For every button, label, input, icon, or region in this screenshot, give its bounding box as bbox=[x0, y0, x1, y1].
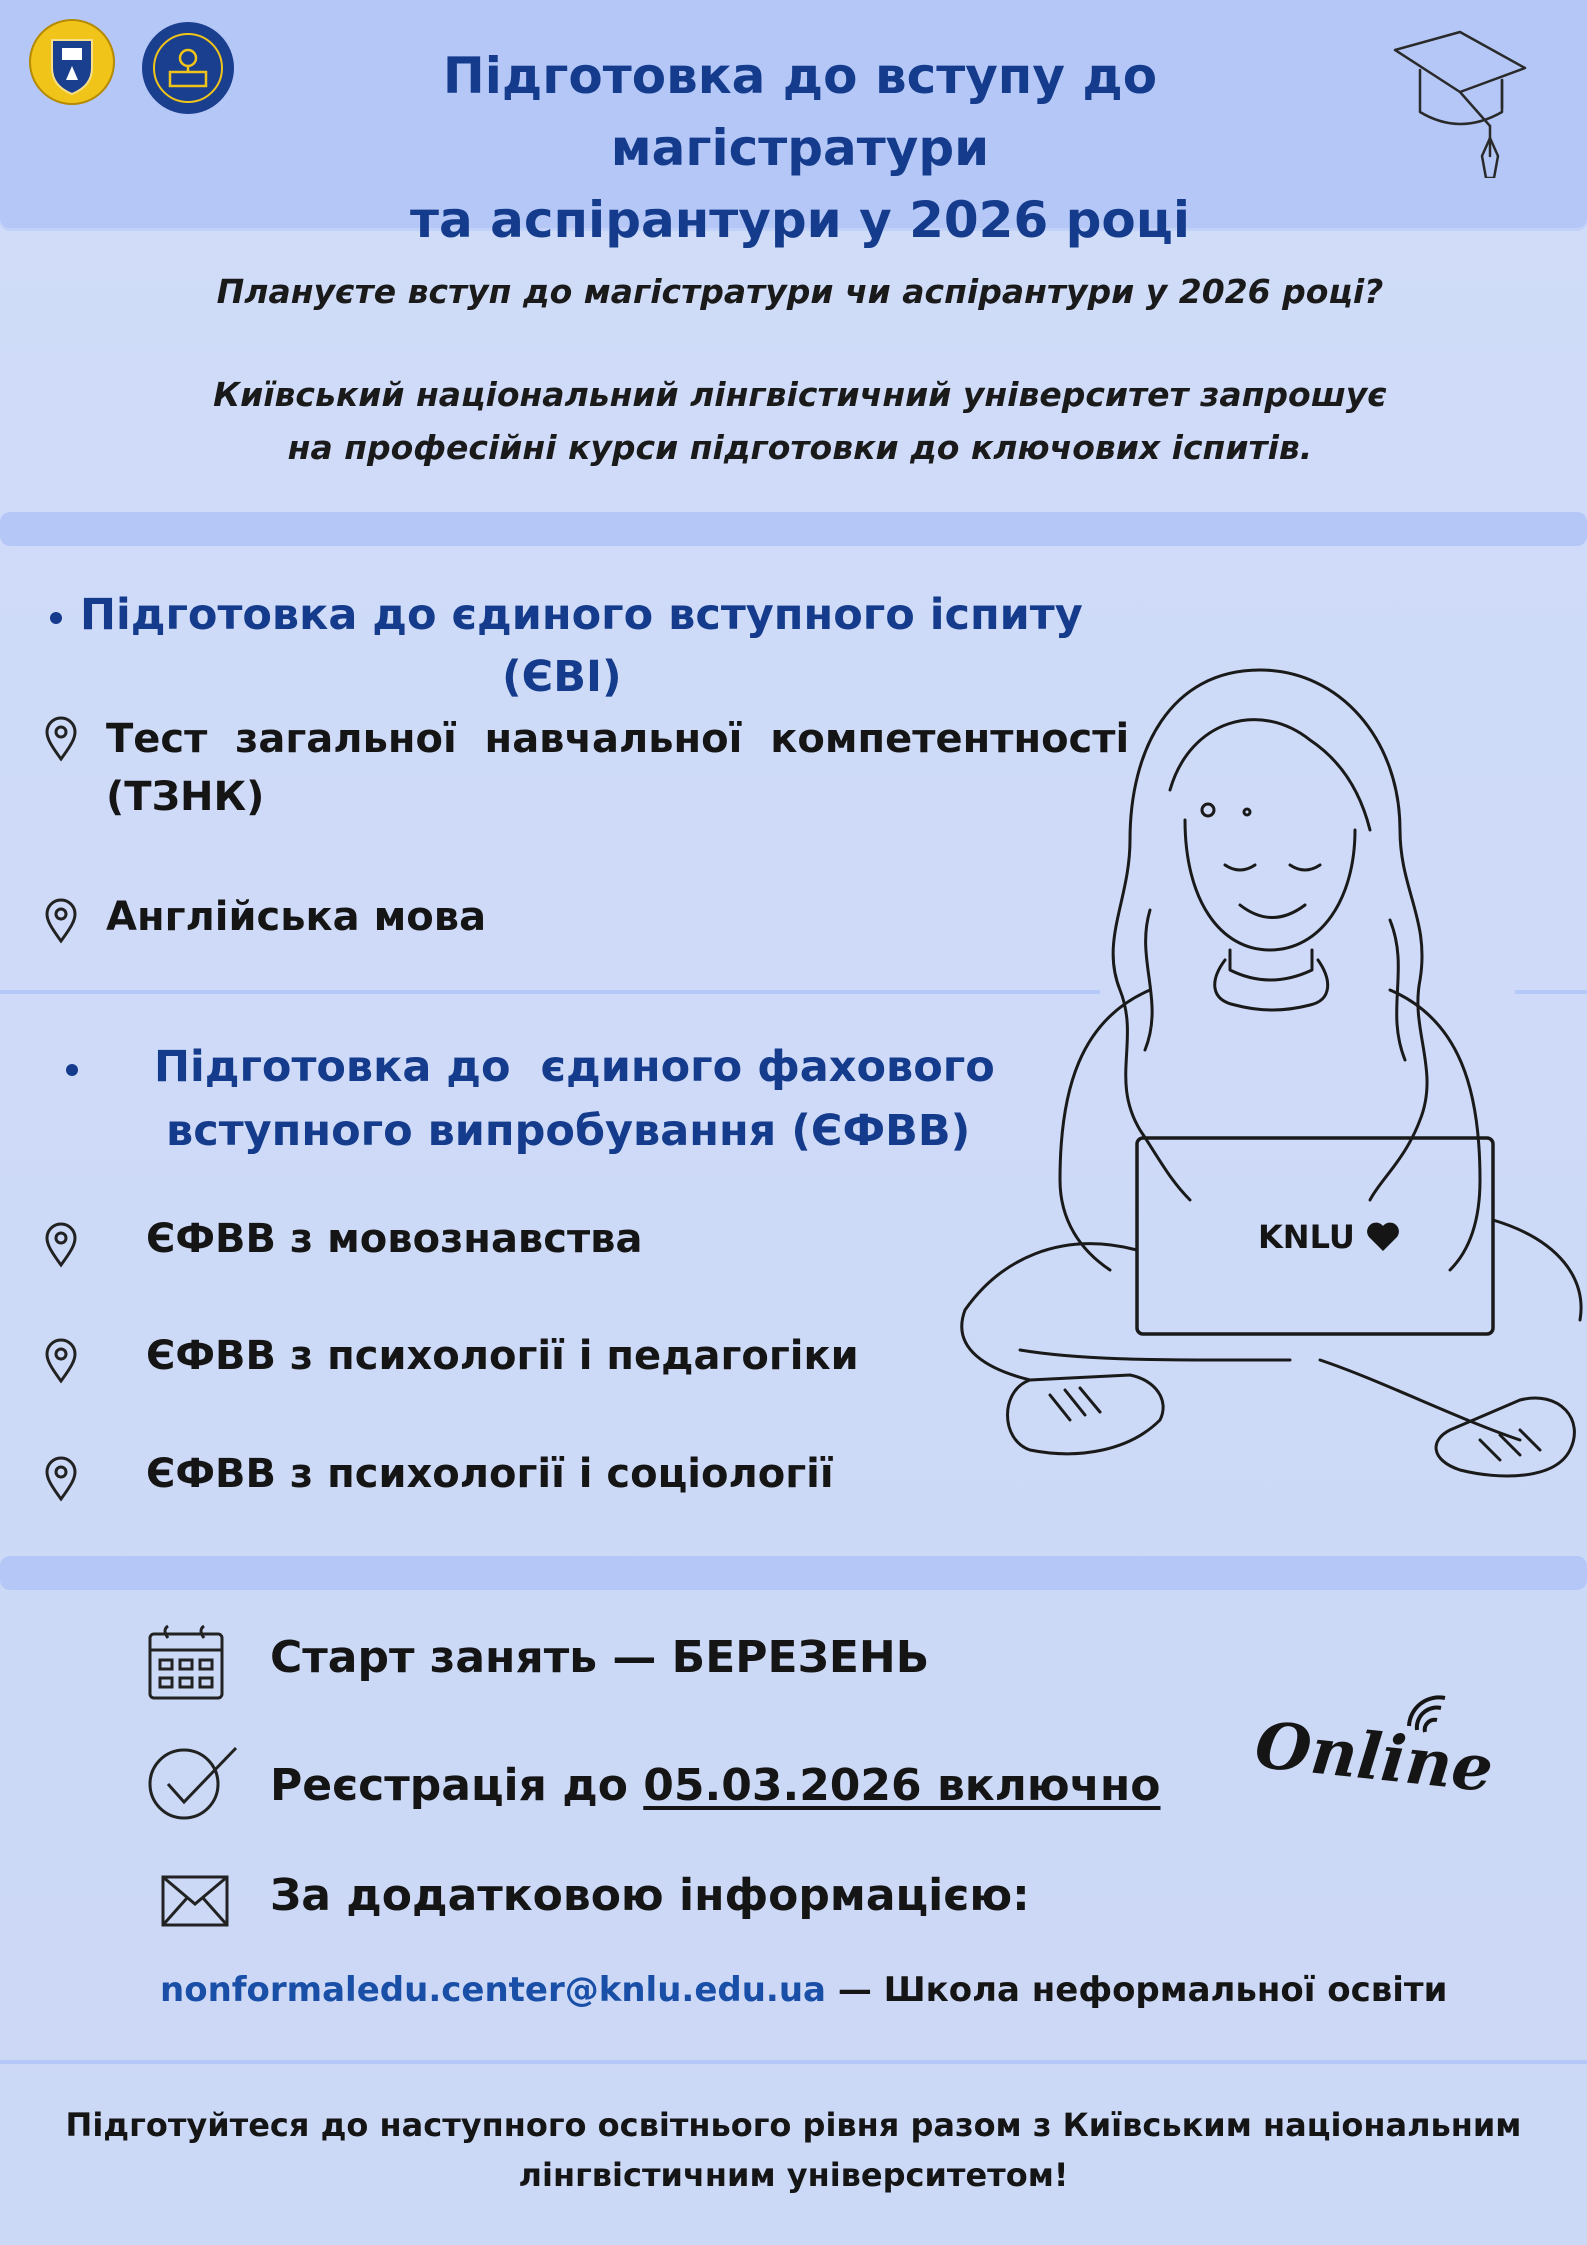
start-text: Старт занять — БЕРЕЗЕНЬ bbox=[270, 1632, 930, 1683]
section-divider bbox=[0, 990, 1100, 994]
online-text: Online bbox=[1251, 1707, 1497, 1808]
map-pin-icon bbox=[44, 898, 78, 944]
divider-band bbox=[0, 1556, 1587, 1590]
laptop-brand-text: KNLU bbox=[1258, 1218, 1355, 1256]
email-link[interactable]: nonformaledu.center@knlu.edu.ua bbox=[160, 1970, 826, 2010]
header-banner bbox=[0, 0, 1587, 249]
graduation-cap-icon bbox=[1390, 28, 1530, 178]
girl-with-laptop-illustration bbox=[960, 660, 1587, 1520]
item-tznk-line-2: (ТЗНК) bbox=[106, 774, 265, 820]
section1-heading-line-1: Підготовка до єдиного вступного іспиту bbox=[80, 590, 1083, 640]
item-efvv-linguistics: ЄФВВ з мовознавства bbox=[146, 1216, 643, 1262]
title-line-2: та аспірантури у 2026 році bbox=[410, 191, 1190, 249]
school-logo-icon bbox=[140, 20, 236, 116]
checkmark-circle-icon bbox=[146, 1742, 242, 1822]
section2-heading-line-2: вступного випробування (ЄФВВ) bbox=[166, 1106, 971, 1156]
university-crest-icon bbox=[28, 18, 116, 106]
map-pin-icon bbox=[44, 716, 78, 762]
bullet bbox=[66, 1064, 78, 1076]
online-badge bbox=[1251, 1690, 1497, 1830]
map-pin-icon bbox=[44, 1222, 78, 1268]
calendar-icon bbox=[146, 1622, 226, 1702]
map-pin-icon bbox=[44, 1338, 78, 1384]
registration-date: 05.03.2026 включно bbox=[643, 1760, 1161, 1811]
footer-divider bbox=[0, 2060, 1587, 2064]
heart-icon bbox=[1366, 1222, 1400, 1252]
title-line-1: Підготовка до вступу до магістратури bbox=[442, 47, 1158, 177]
bullet bbox=[50, 612, 62, 624]
page-title bbox=[250, 40, 1350, 256]
more-info-text: За додатковою інформацією: bbox=[270, 1870, 1030, 1921]
footer-line-1: Підготуйтеся до наступного освітнього рівня разом з Київським національним bbox=[65, 2106, 1522, 2144]
item-english: Англійська мова bbox=[106, 894, 487, 940]
wifi-signal-icon bbox=[1405, 1690, 1455, 1736]
map-pin-icon bbox=[44, 1456, 78, 1502]
item-efvv-psych-sociology: ЄФВВ з психології і соціології bbox=[146, 1451, 834, 1497]
footer-message bbox=[40, 2100, 1547, 2200]
item-tznk-line-1: Тест загальної навчальної компетентності bbox=[106, 716, 1130, 762]
intro-line-1: Київський національний лінгвістичний університет запрошує bbox=[213, 375, 1387, 414]
section2-heading-line-1: Підготовка до єдиного фахового bbox=[154, 1042, 995, 1092]
registration-prefix: Реєстрація до bbox=[270, 1760, 644, 1811]
divider-band bbox=[0, 512, 1587, 546]
envelope-icon bbox=[160, 1874, 230, 1928]
footer-line-2: лінгвістичним університетом! bbox=[518, 2156, 1069, 2194]
item-efvv-psych-pedagogy: ЄФВВ з психології і педагогіки bbox=[146, 1333, 859, 1379]
section1-heading-line-2: (ЄВІ) bbox=[502, 652, 622, 702]
intro-line-2: на професійні курси підготовки до ключових іспитів. bbox=[287, 428, 1313, 467]
laptop-label bbox=[1258, 1218, 1400, 1256]
contact-line bbox=[160, 1970, 1447, 2010]
intro-question: Плануєте вступ до магістратури чи аспірантури у 2026 році? bbox=[216, 272, 1384, 311]
registration-text bbox=[270, 1760, 1161, 1811]
email-suffix: — Школа неформальної освіти bbox=[826, 1970, 1448, 2010]
